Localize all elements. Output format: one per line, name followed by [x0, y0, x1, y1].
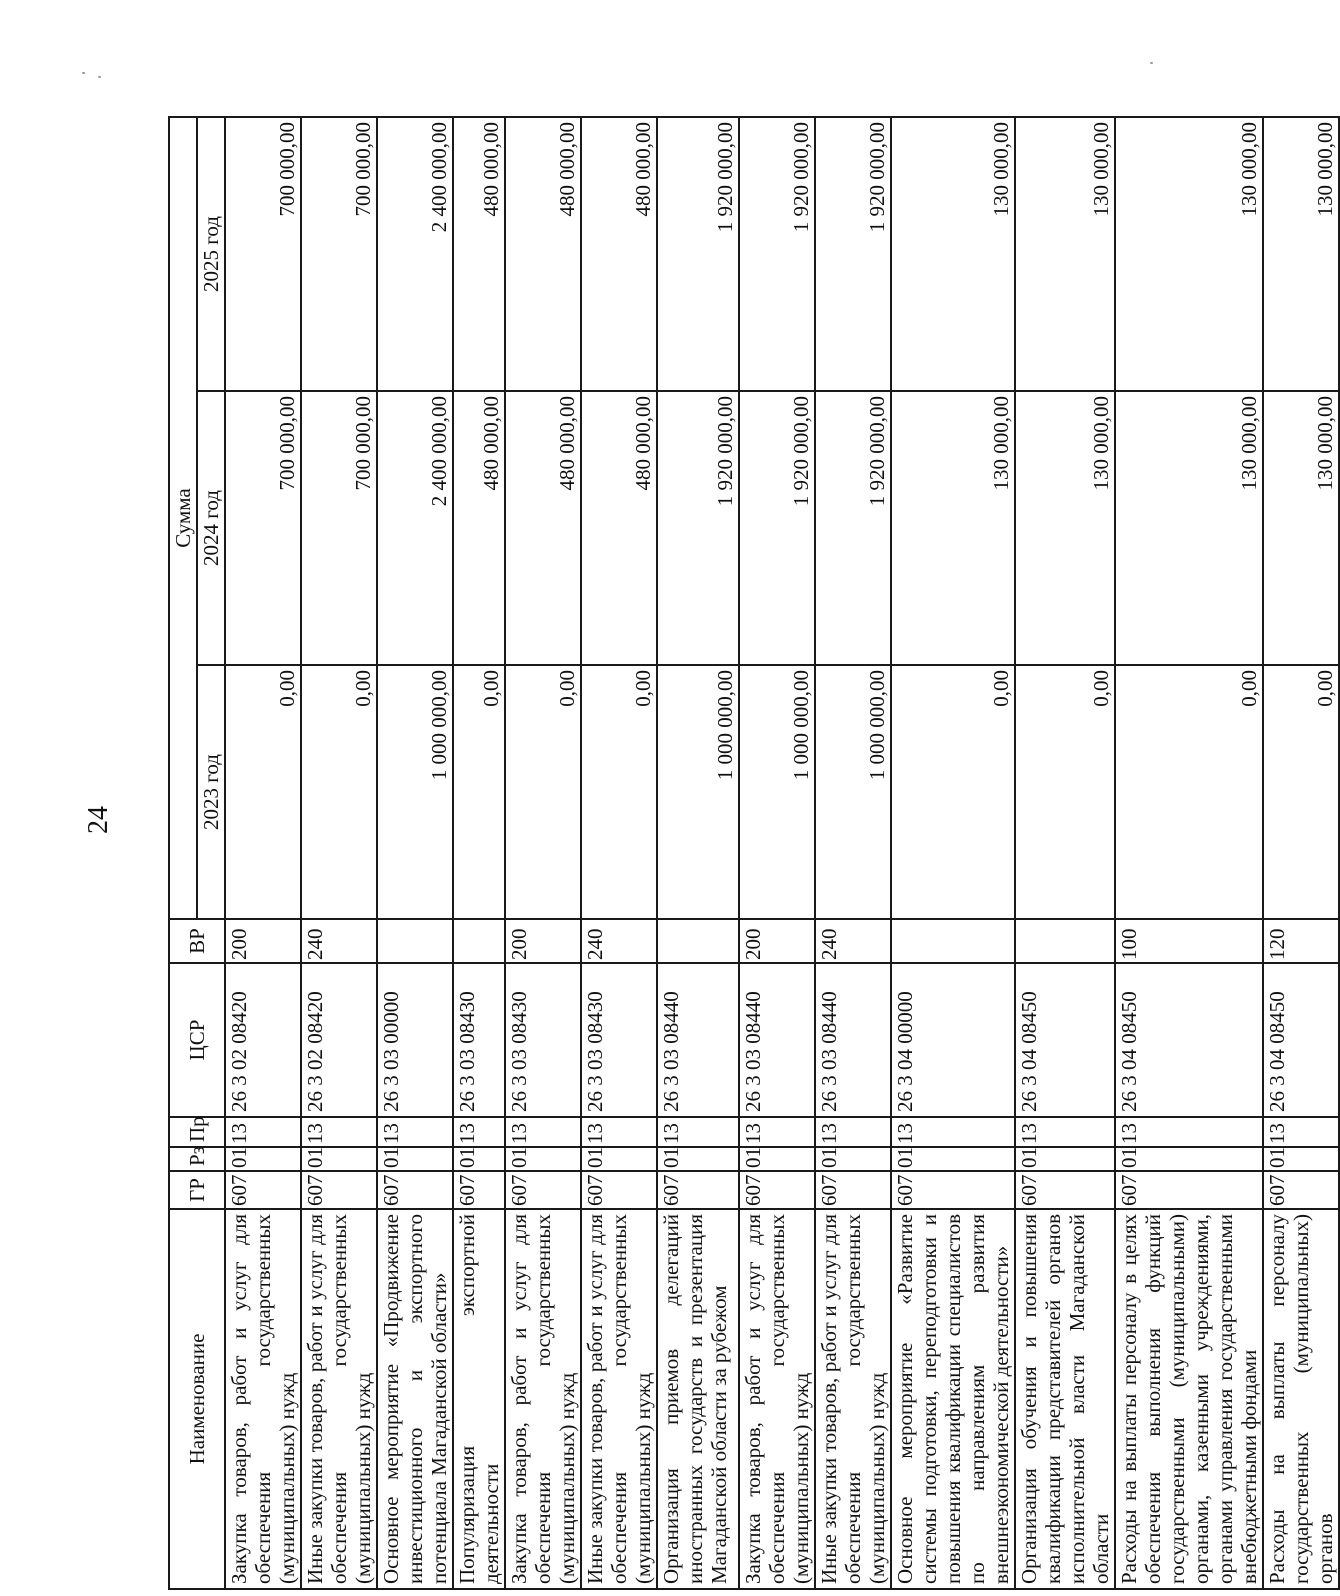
row-name: Популяризация экспортной деятельности	[453, 1209, 505, 1589]
row-name: Организация приемов делегаций иностранных государств и презентация Магаданской области за рубежом	[657, 1209, 739, 1589]
row-csr: 26 3 04 08450	[1263, 963, 1339, 1117]
table-row	[377, 117, 453, 1589]
row-rz: 01	[1115, 1147, 1263, 1171]
table-row	[739, 117, 815, 1589]
row-name: Иные закупки товаров, работ и услуг для обеспечения государственных (муниципальных) нужд	[581, 1209, 657, 1589]
row-amount-2024: 130 000,00	[1263, 391, 1339, 665]
row-csr: 26 3 04 00000	[891, 963, 1015, 1117]
row-amount-2024: 1 920 000,00	[657, 391, 739, 665]
row-gr: 607	[657, 1171, 739, 1209]
row-pr: 13	[815, 1117, 891, 1147]
row-csr: 26 3 03 00000	[377, 963, 453, 1117]
table-row	[1263, 117, 1339, 1589]
row-amount-2023: 0,00	[891, 665, 1015, 919]
row-csr: 26 3 03 08430	[453, 963, 505, 1117]
row-gr: 607	[505, 1171, 581, 1209]
table-row	[225, 117, 301, 1589]
header-csr: ЦСР	[169, 963, 225, 1117]
row-amount-2023: 0,00	[301, 665, 377, 919]
header-sum: Сумма	[169, 117, 197, 919]
row-gr: 607	[581, 1171, 657, 1209]
row-rz: 01	[739, 1147, 815, 1171]
row-amount-2025: 1 920 000,00	[815, 117, 891, 391]
row-vr: 240	[815, 919, 891, 963]
row-amount-2024: 700 000,00	[301, 391, 377, 665]
row-pr: 13	[581, 1117, 657, 1147]
scan-speck	[1150, 62, 1153, 64]
row-vr: 200	[739, 919, 815, 963]
row-csr: 26 3 03 08430	[581, 963, 657, 1117]
row-amount-2025: 1 920 000,00	[739, 117, 815, 391]
row-amount-2023: 1 000 000,00	[377, 665, 453, 919]
row-amount-2025: 480 000,00	[581, 117, 657, 391]
row-rz: 01	[815, 1147, 891, 1171]
row-amount-2024: 130 000,00	[891, 391, 1015, 665]
row-name: Закупка товаров, работ и услуг для обеспечения государственных (муниципальных) нужд	[225, 1209, 301, 1589]
row-pr: 13	[377, 1117, 453, 1147]
row-csr: 26 3 03 08440	[815, 963, 891, 1117]
row-pr: 13	[225, 1117, 301, 1147]
row-gr: 607	[377, 1171, 453, 1209]
row-vr: 200	[225, 919, 301, 963]
row-amount-2023: 0,00	[1263, 665, 1339, 919]
row-amount-2025: 1 920 000,00	[657, 117, 739, 391]
row-amount-2024: 130 000,00	[1015, 391, 1115, 665]
row-csr: 26 3 03 08430	[505, 963, 581, 1117]
row-vr: 240	[581, 919, 657, 963]
row-amount-2024: 480 000,00	[581, 391, 657, 665]
row-name: Иные закупки товаров, работ и услуг для обеспечения государственных (муниципальных) нужд	[301, 1209, 377, 1589]
table-row	[891, 117, 1015, 1589]
row-amount-2024: 480 000,00	[505, 391, 581, 665]
row-rz: 01	[1015, 1147, 1115, 1171]
row-amount-2023: 1 000 000,00	[815, 665, 891, 919]
header-name: Наименование	[169, 1209, 225, 1589]
row-rz: 01	[1263, 1147, 1339, 1171]
row-gr: 607	[1263, 1171, 1339, 1209]
rotated-page-content	[168, 118, 1337, 1590]
header-gr: ГР	[169, 1171, 225, 1209]
row-vr	[891, 919, 1015, 963]
row-csr: 26 3 03 08440	[657, 963, 739, 1117]
row-csr: 26 3 02 08420	[225, 963, 301, 1117]
table-row	[1015, 117, 1115, 1589]
row-pr: 13	[301, 1117, 377, 1147]
row-rz: 01	[453, 1147, 505, 1171]
row-amount-2025: 700 000,00	[301, 117, 377, 391]
row-gr: 607	[301, 1171, 377, 1209]
row-vr	[377, 919, 453, 963]
row-vr: 100	[1115, 919, 1263, 963]
row-pr: 13	[505, 1117, 581, 1147]
row-name: Расходы на выплаты персоналу государственных (муниципальных) органов	[1263, 1209, 1339, 1589]
table-row	[581, 117, 657, 1589]
row-amount-2024: 700 000,00	[225, 391, 301, 665]
header-vr: ВР	[169, 919, 225, 963]
row-name: Закупка товаров, работ и услуг для обеспечения государственных (муниципальных) нужд	[505, 1209, 581, 1589]
row-amount-2025: 130 000,00	[1263, 117, 1339, 391]
row-rz: 01	[377, 1147, 453, 1171]
row-amount-2024: 130 000,00	[1115, 391, 1263, 665]
row-vr	[453, 919, 505, 963]
header-year-2023: 2023 год	[197, 665, 225, 919]
page-number: 24	[83, 806, 114, 834]
row-name: Расходы на выплаты персоналу в целях обеспечения выполнения функций государственными (муниципальными) органами, казенными учреждениями, органами управления государственными внебюджетными фондами	[1115, 1209, 1263, 1589]
table-row	[815, 117, 891, 1589]
row-gr: 607	[1015, 1171, 1115, 1209]
header-year-2025: 2025 год	[197, 117, 225, 391]
scan-speck	[82, 72, 85, 74]
row-rz: 01	[657, 1147, 739, 1171]
row-name: Организация обучения и повышения квалификации представителей органов исполнительной власти Магаданской области	[1015, 1209, 1115, 1589]
row-name: Основное мероприятие «Продвижение инвестиционного и экспортного потенциала Магаданской области»	[377, 1209, 453, 1589]
row-vr: 120	[1263, 919, 1339, 963]
row-amount-2024: 2 400 000,00	[377, 391, 453, 665]
row-rz: 01	[225, 1147, 301, 1171]
row-amount-2025: 700 000,00	[225, 117, 301, 391]
row-vr	[1015, 919, 1115, 963]
row-pr: 13	[739, 1117, 815, 1147]
row-pr: 13	[657, 1117, 739, 1147]
row-amount-2023: 0,00	[1015, 665, 1115, 919]
row-amount-2024: 1 920 000,00	[815, 391, 891, 665]
row-amount-2025: 480 000,00	[505, 117, 581, 391]
row-rz: 01	[301, 1147, 377, 1171]
row-pr: 13	[453, 1117, 505, 1147]
row-name: Закупка товаров, работ и услуг для обеспечения государственных (муниципальных) нужд	[739, 1209, 815, 1589]
row-amount-2024: 1 920 000,00	[739, 391, 815, 665]
row-vr: 200	[505, 919, 581, 963]
row-rz: 01	[891, 1147, 1015, 1171]
header-rz: Рз	[169, 1147, 225, 1171]
row-pr: 13	[1263, 1117, 1339, 1147]
table-row	[657, 117, 739, 1589]
row-amount-2025: 130 000,00	[1115, 117, 1263, 391]
table-body	[225, 117, 1339, 1589]
table-row	[453, 117, 505, 1589]
header-row-top	[169, 117, 197, 1589]
row-amount-2023: 1 000 000,00	[739, 665, 815, 919]
budget-table	[168, 116, 1340, 1590]
row-csr: 26 3 03 08440	[739, 963, 815, 1117]
row-amount-2023: 0,00	[1115, 665, 1263, 919]
row-gr: 607	[815, 1171, 891, 1209]
row-pr: 13	[1115, 1117, 1263, 1147]
row-amount-2025: 130 000,00	[1015, 117, 1115, 391]
row-amount-2023: 0,00	[453, 665, 505, 919]
row-pr: 13	[1015, 1117, 1115, 1147]
row-csr: 26 3 04 08450	[1115, 963, 1263, 1117]
header-year-2024: 2024 год	[197, 391, 225, 665]
row-amount-2023: 0,00	[225, 665, 301, 919]
row-gr: 607	[739, 1171, 815, 1209]
row-amount-2024: 480 000,00	[453, 391, 505, 665]
row-amount-2023: 0,00	[581, 665, 657, 919]
table-row	[301, 117, 377, 1589]
scan-speck	[98, 76, 101, 78]
table-row	[505, 117, 581, 1589]
row-amount-2025: 2 400 000,00	[377, 117, 453, 391]
row-amount-2025: 480 000,00	[453, 117, 505, 391]
row-name: Основное мероприятие «Развитие системы подготовки, переподготовки и повышения квалификации специалистов по направлениям развития внешнеэкономической деятельности»	[891, 1209, 1015, 1589]
row-name: Иные закупки товаров, работ и услуг для обеспечения государственных (муниципальных) нужд	[815, 1209, 891, 1589]
row-csr: 26 3 04 08450	[1015, 963, 1115, 1117]
row-vr	[657, 919, 739, 963]
row-gr: 607	[891, 1171, 1015, 1209]
table-row	[1115, 117, 1263, 1589]
row-rz: 01	[505, 1147, 581, 1171]
row-gr: 607	[225, 1171, 301, 1209]
row-gr: 607	[453, 1171, 505, 1209]
row-amount-2023: 1 000 000,00	[657, 665, 739, 919]
row-vr: 240	[301, 919, 377, 963]
row-pr: 13	[891, 1117, 1015, 1147]
row-gr: 607	[1115, 1171, 1263, 1209]
row-amount-2025: 130 000,00	[891, 117, 1015, 391]
header-pr: Пр	[169, 1117, 225, 1147]
row-csr: 26 3 02 08420	[301, 963, 377, 1117]
row-rz: 01	[581, 1147, 657, 1171]
row-amount-2023: 0,00	[505, 665, 581, 919]
